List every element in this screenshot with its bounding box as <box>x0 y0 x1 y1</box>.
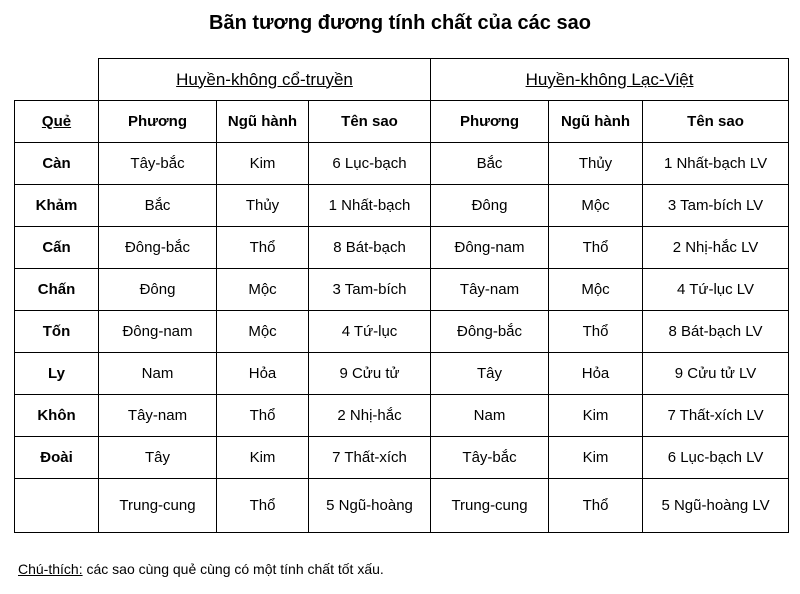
star-cell: 9 Cửu tử <box>309 353 431 395</box>
star-cell: 4 Tứ-lục <box>309 311 431 353</box>
column-header-star-lv: Tên sao <box>643 101 789 143</box>
que-cell: Tốn <box>15 311 99 353</box>
que-cell: Ly <box>15 353 99 395</box>
star-lv-cell: 3 Tam-bích LV <box>643 185 789 227</box>
element-cell: Thổ <box>217 227 309 269</box>
direction-lv-cell: Trung-cung <box>431 479 549 533</box>
star-lv-cell: 4 Tứ-lục LV <box>643 269 789 311</box>
column-header-element: Ngũ hành <box>217 101 309 143</box>
direction-lv-cell: Bắc <box>431 143 549 185</box>
que-cell: Khôn <box>15 395 99 437</box>
element-cell: Mộc <box>217 269 309 311</box>
direction-cell: Trung-cung <box>99 479 217 533</box>
star-cell: 1 Nhất-bạch <box>309 185 431 227</box>
table-row <box>15 185 789 227</box>
element-lv-cell: Mộc <box>549 269 643 311</box>
element-lv-cell: Hỏa <box>549 353 643 395</box>
direction-cell: Đông-nam <box>99 311 217 353</box>
corner-cell <box>15 59 99 101</box>
table-row <box>15 395 789 437</box>
column-header-que <box>15 101 99 143</box>
element-cell: Kim <box>217 143 309 185</box>
direction-cell: Tây-nam <box>99 395 217 437</box>
element-cell: Hỏa <box>217 353 309 395</box>
footnote-text: các sao cùng quẻ cùng có một tính chất tốt xấu. <box>82 561 384 577</box>
table-row <box>15 353 789 395</box>
que-cell: Cấn <box>15 227 99 269</box>
footnote-label: Chú-thích: <box>18 561 83 577</box>
star-lv-cell: 2 Nhị-hắc LV <box>643 227 789 269</box>
group-header-lacviet <box>431 59 789 101</box>
element-lv-cell: Thủy <box>549 143 643 185</box>
column-header-element-lv: Ngũ hành <box>549 101 643 143</box>
element-cell: Mộc <box>217 311 309 353</box>
element-lv-cell: Thổ <box>549 479 643 533</box>
star-cell: 6 Lục-bạch <box>309 143 431 185</box>
direction-cell: Tây <box>99 437 217 479</box>
direction-lv-cell: Đông-nam <box>431 227 549 269</box>
star-cell: 7 Thất-xích <box>309 437 431 479</box>
table-row <box>15 437 789 479</box>
que-cell <box>15 479 99 533</box>
star-lv-cell: 5 Ngũ-hoàng LV <box>643 479 789 533</box>
element-lv-cell: Thổ <box>549 227 643 269</box>
element-lv-cell: Kim <box>549 437 643 479</box>
column-header-direction-lv: Phương <box>431 101 549 143</box>
table-row <box>15 479 789 533</box>
element-cell: Thổ <box>217 395 309 437</box>
table-row <box>15 143 789 185</box>
que-cell: Càn <box>15 143 99 185</box>
element-lv-cell: Mộc <box>549 185 643 227</box>
star-cell: 2 Nhị-hắc <box>309 395 431 437</box>
direction-lv-cell: Đông-bắc <box>431 311 549 353</box>
star-lv-cell: 8 Bát-bạch LV <box>643 311 789 353</box>
element-lv-cell: Kim <box>549 395 643 437</box>
footnote <box>18 561 384 577</box>
column-header-star: Tên sao <box>309 101 431 143</box>
element-cell: Kim <box>217 437 309 479</box>
direction-lv-cell: Tây <box>431 353 549 395</box>
que-cell: Đoài <box>15 437 99 479</box>
star-lv-cell: 1 Nhất-bạch LV <box>643 143 789 185</box>
table-row <box>15 269 789 311</box>
direction-lv-cell: Tây-bắc <box>431 437 549 479</box>
element-lv-cell: Thổ <box>549 311 643 353</box>
column-header-row <box>15 101 789 143</box>
star-equivalence-table <box>14 58 789 533</box>
table-row <box>15 227 789 269</box>
que-cell: Chấn <box>15 269 99 311</box>
table-row <box>15 311 789 353</box>
page-title: Bãn tương đương tính chất của các sao <box>209 12 591 34</box>
group-label-traditional: Huyền-không cổ-truyền <box>176 69 353 89</box>
element-cell: Thủy <box>217 185 309 227</box>
direction-cell: Đông <box>99 269 217 311</box>
direction-cell: Bắc <box>99 185 217 227</box>
direction-lv-cell: Đông <box>431 185 549 227</box>
group-header-traditional <box>99 59 431 101</box>
direction-cell: Đông-bắc <box>99 227 217 269</box>
star-cell: 5 Ngũ-hoàng <box>309 479 431 533</box>
direction-lv-cell: Nam <box>431 395 549 437</box>
direction-cell: Tây-bắc <box>99 143 217 185</box>
star-lv-cell: 7 Thất-xích LV <box>643 395 789 437</box>
que-cell: Khảm <box>15 185 99 227</box>
star-cell: 3 Tam-bích <box>309 269 431 311</box>
que-header-label: Quẻ <box>41 113 72 130</box>
column-header-direction: Phương <box>99 101 217 143</box>
element-cell: Thổ <box>217 479 309 533</box>
group-label-lacviet: Huyền-không Lạc-Việt <box>525 69 694 89</box>
direction-cell: Nam <box>99 353 217 395</box>
star-lv-cell: 9 Cửu tử LV <box>643 353 789 395</box>
star-cell: 8 Bát-bạch <box>309 227 431 269</box>
group-header-row <box>15 59 789 101</box>
direction-lv-cell: Tây-nam <box>431 269 549 311</box>
star-lv-cell: 6 Lục-bạch LV <box>643 437 789 479</box>
